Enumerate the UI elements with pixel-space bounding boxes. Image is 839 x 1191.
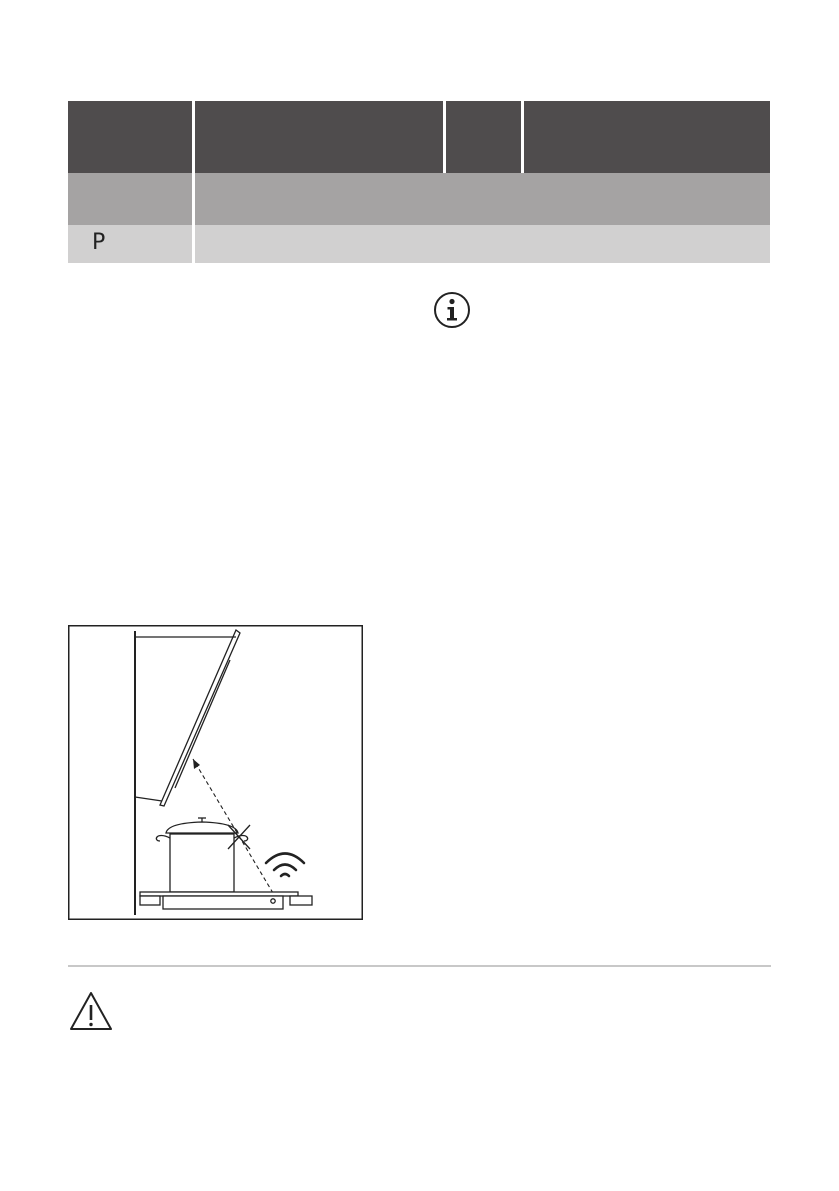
table-cell-symbol: P	[92, 230, 106, 255]
table-header-cell-1	[68, 101, 192, 173]
table-header-cell-2	[195, 101, 443, 173]
table-column-divider	[192, 101, 195, 263]
info-icon	[433, 291, 471, 329]
table-row-3	[68, 225, 770, 263]
warning-triangle-icon	[68, 990, 114, 1032]
pot-with-lid	[156, 818, 247, 892]
section-divider	[68, 965, 771, 967]
hob-hood-connection-illustration	[68, 625, 363, 920]
table-header-cell-3	[446, 101, 521, 173]
table-header-cell-4	[524, 101, 770, 173]
table-row-2	[68, 173, 770, 225]
